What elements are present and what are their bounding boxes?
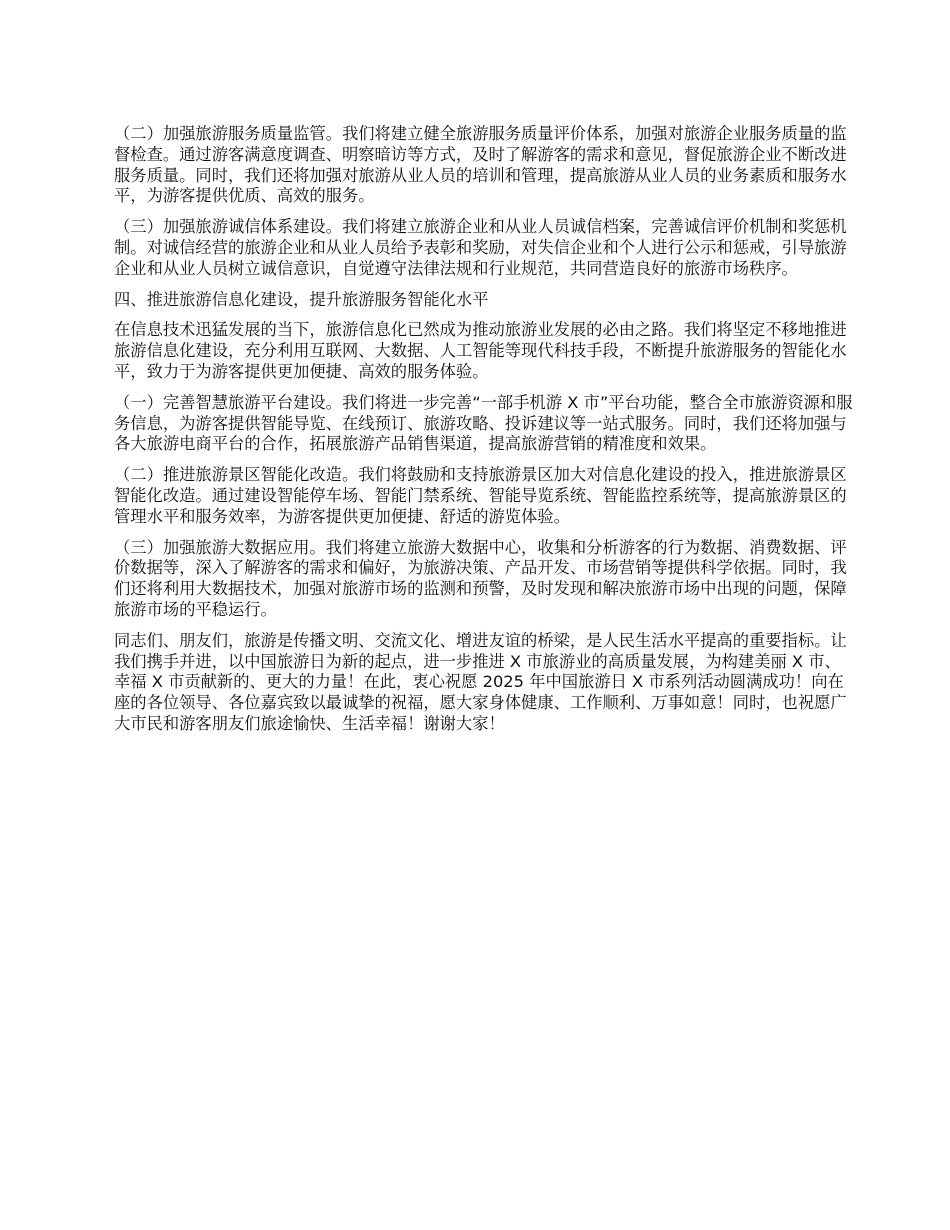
paragraph-big-data: （三）加强旅游大数据应用。我们将建立旅游大数据中心，收集和分析游客的行为数据、消费数据、评价数据等，深入了解游客的需求和偏好，为旅游决策、产品开发、市场营销等提供科学依据。同时，我们还将利用大数据技术，加强对旅游市场的监测和预警，及时发现和解决旅游市场中出现的问题，保障旅游市场的平稳运行。 — [114, 537, 847, 619]
paragraph-smart-platform: （一）完善智慧旅游平台建设。我们将进一步完善“一部手机游 X 市”平台功能，整合全市旅游资源和服务信息，为游客提供智能导览、在线预订、旅游攻略、投诉建议等一站式服务。同时，我们还将加强与各大旅游电商平台的合作，拓展旅游产品销售渠道，提高旅游营销的精准度和效果。 — [114, 392, 853, 454]
paragraph-service-quality: （二）加强旅游服务质量监管。我们将建立健全旅游服务质量评价体系，加强对旅游企业服务质量的监督检查。通过游客满意度调查、明察暗访等方式，及时了解游客的需求和意见，督促旅游企业不断改进服务质量。同时，我们还将加强对旅游从业人员的培训和管理，提高旅游从业人员的业务素质和服务水平，为游客提供优质、高效的服务。 — [114, 124, 847, 206]
section-heading-informatization: 四、推进旅游信息化建设，提升旅游服务智能化水平 — [114, 289, 489, 309]
paragraph-closing: 同志们、朋友们，旅游是传播文明、交流文化、增进友谊的桥梁，是人民生活水平提高的重要指标。让我们携手并进，以中国旅游日为新的起点，进一步推进 X 市旅游业的高质量发展，为构建美丽 X 市、幸福 X 市贡献新的、更大的力量！在此，衷心祝愿 2025 年中国旅游日 X 市系列活动圆满成功！向在座的各位领导、各位嘉宾致以最诚挚的祝福，愿大家身体健康、工作顺利、万事如意！同时，也祝愿广大市民和游客朋友们旅途愉快、生活幸福！谢谢大家！ — [114, 630, 847, 733]
paragraph-informatization-intro: 在信息技术迅猛发展的当下，旅游信息化已然成为推动旅游业发展的必由之路。我们将坚定不移地推进旅游信息化建设，充分利用互联网、大数据、人工智能等现代科技手段，不断提升旅游服务的智能化水平，致力于为游客提供更加便捷、高效的服务体验。 — [114, 320, 847, 381]
paragraph-scenic-intelligence: （二）推进旅游景区智能化改造。我们将鼓励和支持旅游景区加大对信息化建设的投入，推进旅游景区智能化改造。通过建设智能停车场、智能门禁系统、智能导览系统、智能监控系统等，提高旅游景区的管理水平和服务效率，为游客提供更加便捷、舒适的游览体验。 — [114, 465, 847, 526]
document-page — [114, 124, 854, 745]
paragraph-integrity-system: （三）加强旅游诚信体系建设。我们将建立旅游企业和从业人员诚信档案，完善诚信评价机制和奖惩机制。对诚信经营的旅游企业和从业人员给予表彰和奖励，对失信企业和个人进行公示和惩戒，引导旅游企业和从业人员树立诚信意识，自觉遵守法律法规和行业规范，共同营造良好的旅游市场秩序。 — [114, 217, 847, 278]
